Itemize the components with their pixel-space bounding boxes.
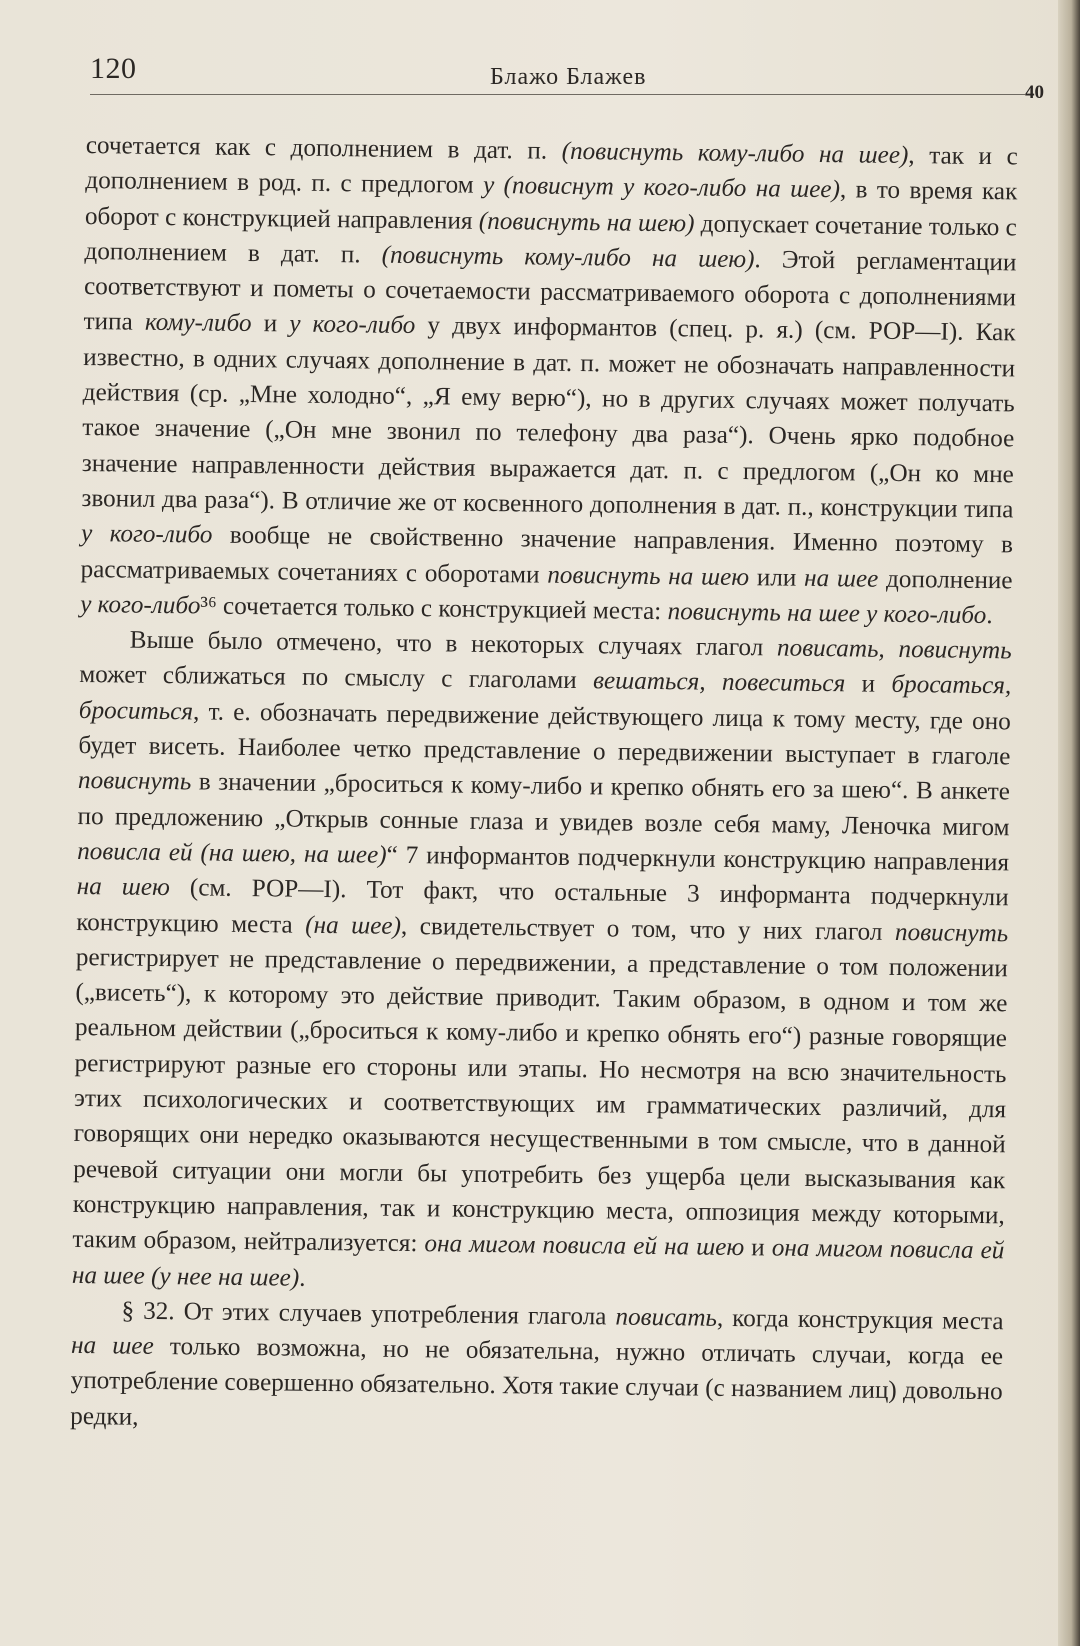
paragraph-1: сочетается как с дополнением в дат. п. (повиснуть кому-либо на шее), так и с дополнением в род. п. с предлогом у (повиснут у кого-либо на шее), в то время как оборот с конструкцией направления (повиснуть на шею) допускает сочетание только с дополнением в дат. п. (повиснуть кому-либо на шею). Этой регламентации соответствуют и пометы о сочетаемости рассматриваемого оборота с дополнениями типа кому-либо и у кого-либо у двух информантов (спец. р. я.) (см. РОР—I). Как известно, в одних случаях дополнение в дат. п. может не обозначать направленности действия (ср. „Мне холодно“, „Я ему верю“), но в других случаях может получать такое значение („Он мне звонил по телефону два раза“). Очень ярко подобное значение направленности действия выражается дат. п. с предлогом („Он ко мне звонил два раза“). В отличие же от косвенного дополнения в дат. п., конструкции типа у кого-либо вообще не свойственно значение направления. Именно поэтому в рассматриваемых сочетаниях с оборотами повиснуть на шею или на шее дополнение у кого-либо³⁶ сочетается только с конструкцией места: повиснуть на шее у кого-либо. bbox=[80, 131, 1018, 629]
page-header bbox=[90, 52, 1050, 102]
body-text bbox=[70, 128, 1018, 1445]
running-head: Блажо Блажев bbox=[490, 64, 647, 90]
margin-marker: 40 bbox=[1025, 82, 1044, 103]
page-number: 120 bbox=[90, 52, 137, 85]
paragraph-3: § 32. От этих случаев употребления глагола повисать, когда конструкция места на шее только возможна, но не обязательна, нужно отличать случаи, когда ее употребление совершенно обязательно. Хотя такие случаи (с названием лиц) довольно редки, bbox=[70, 1297, 1004, 1431]
header-rule bbox=[90, 94, 1025, 95]
paragraph-2: Выше было отмечено, что в некоторых случаях глагол повисать, повиснуть может сближаться по смыслу с глаголами вешаться, повеситься и бросаться, броситься, т. е. обозначать передвижение действующего лица к тому месту, где оно будет висеть. Наиболее четко представление о передвижении выступает в глаголе повиснуть в значении „броситься к кому-либо и крепко обнять его за шею“. В анкете по предложению „Открыв сонные глаза и увидев возле себя маму, Леночка мигом повисла ей (на шею, на шее)“ 7 информантов подчеркнули конструкцию направления на шею (см. РОР—I). Тот факт, что остальные 3 информанта подчеркнули конструкцию места (на шее), свидетельствует о том, что у них глагол повиснуть регистрирует не представление о передвижении, а представление о том положении („висеть“), к которому это действие приводит. Таким образом, в одном и том же реальном действии („броситься к кому-либо и крепко обнять его“) разные говорящие регистрируют разные его стороны или этапы. Но несмотря на всю значительность этих психологических и соответствующих им грамматических различий, для говорящих они нередко оказываются несущественными в том смысле, что в данной речевой ситуации они могли бы употребить без ущерба цели высказывания как конструкцию направления, так и конструкцию места, оппозиция между которыми, таким образом, нейтрализуется: она мигом повисла ей на шею и она мигом повисла ей на шее (у нее на шее). bbox=[71, 626, 1012, 1292]
book-spine bbox=[1058, 0, 1080, 1646]
